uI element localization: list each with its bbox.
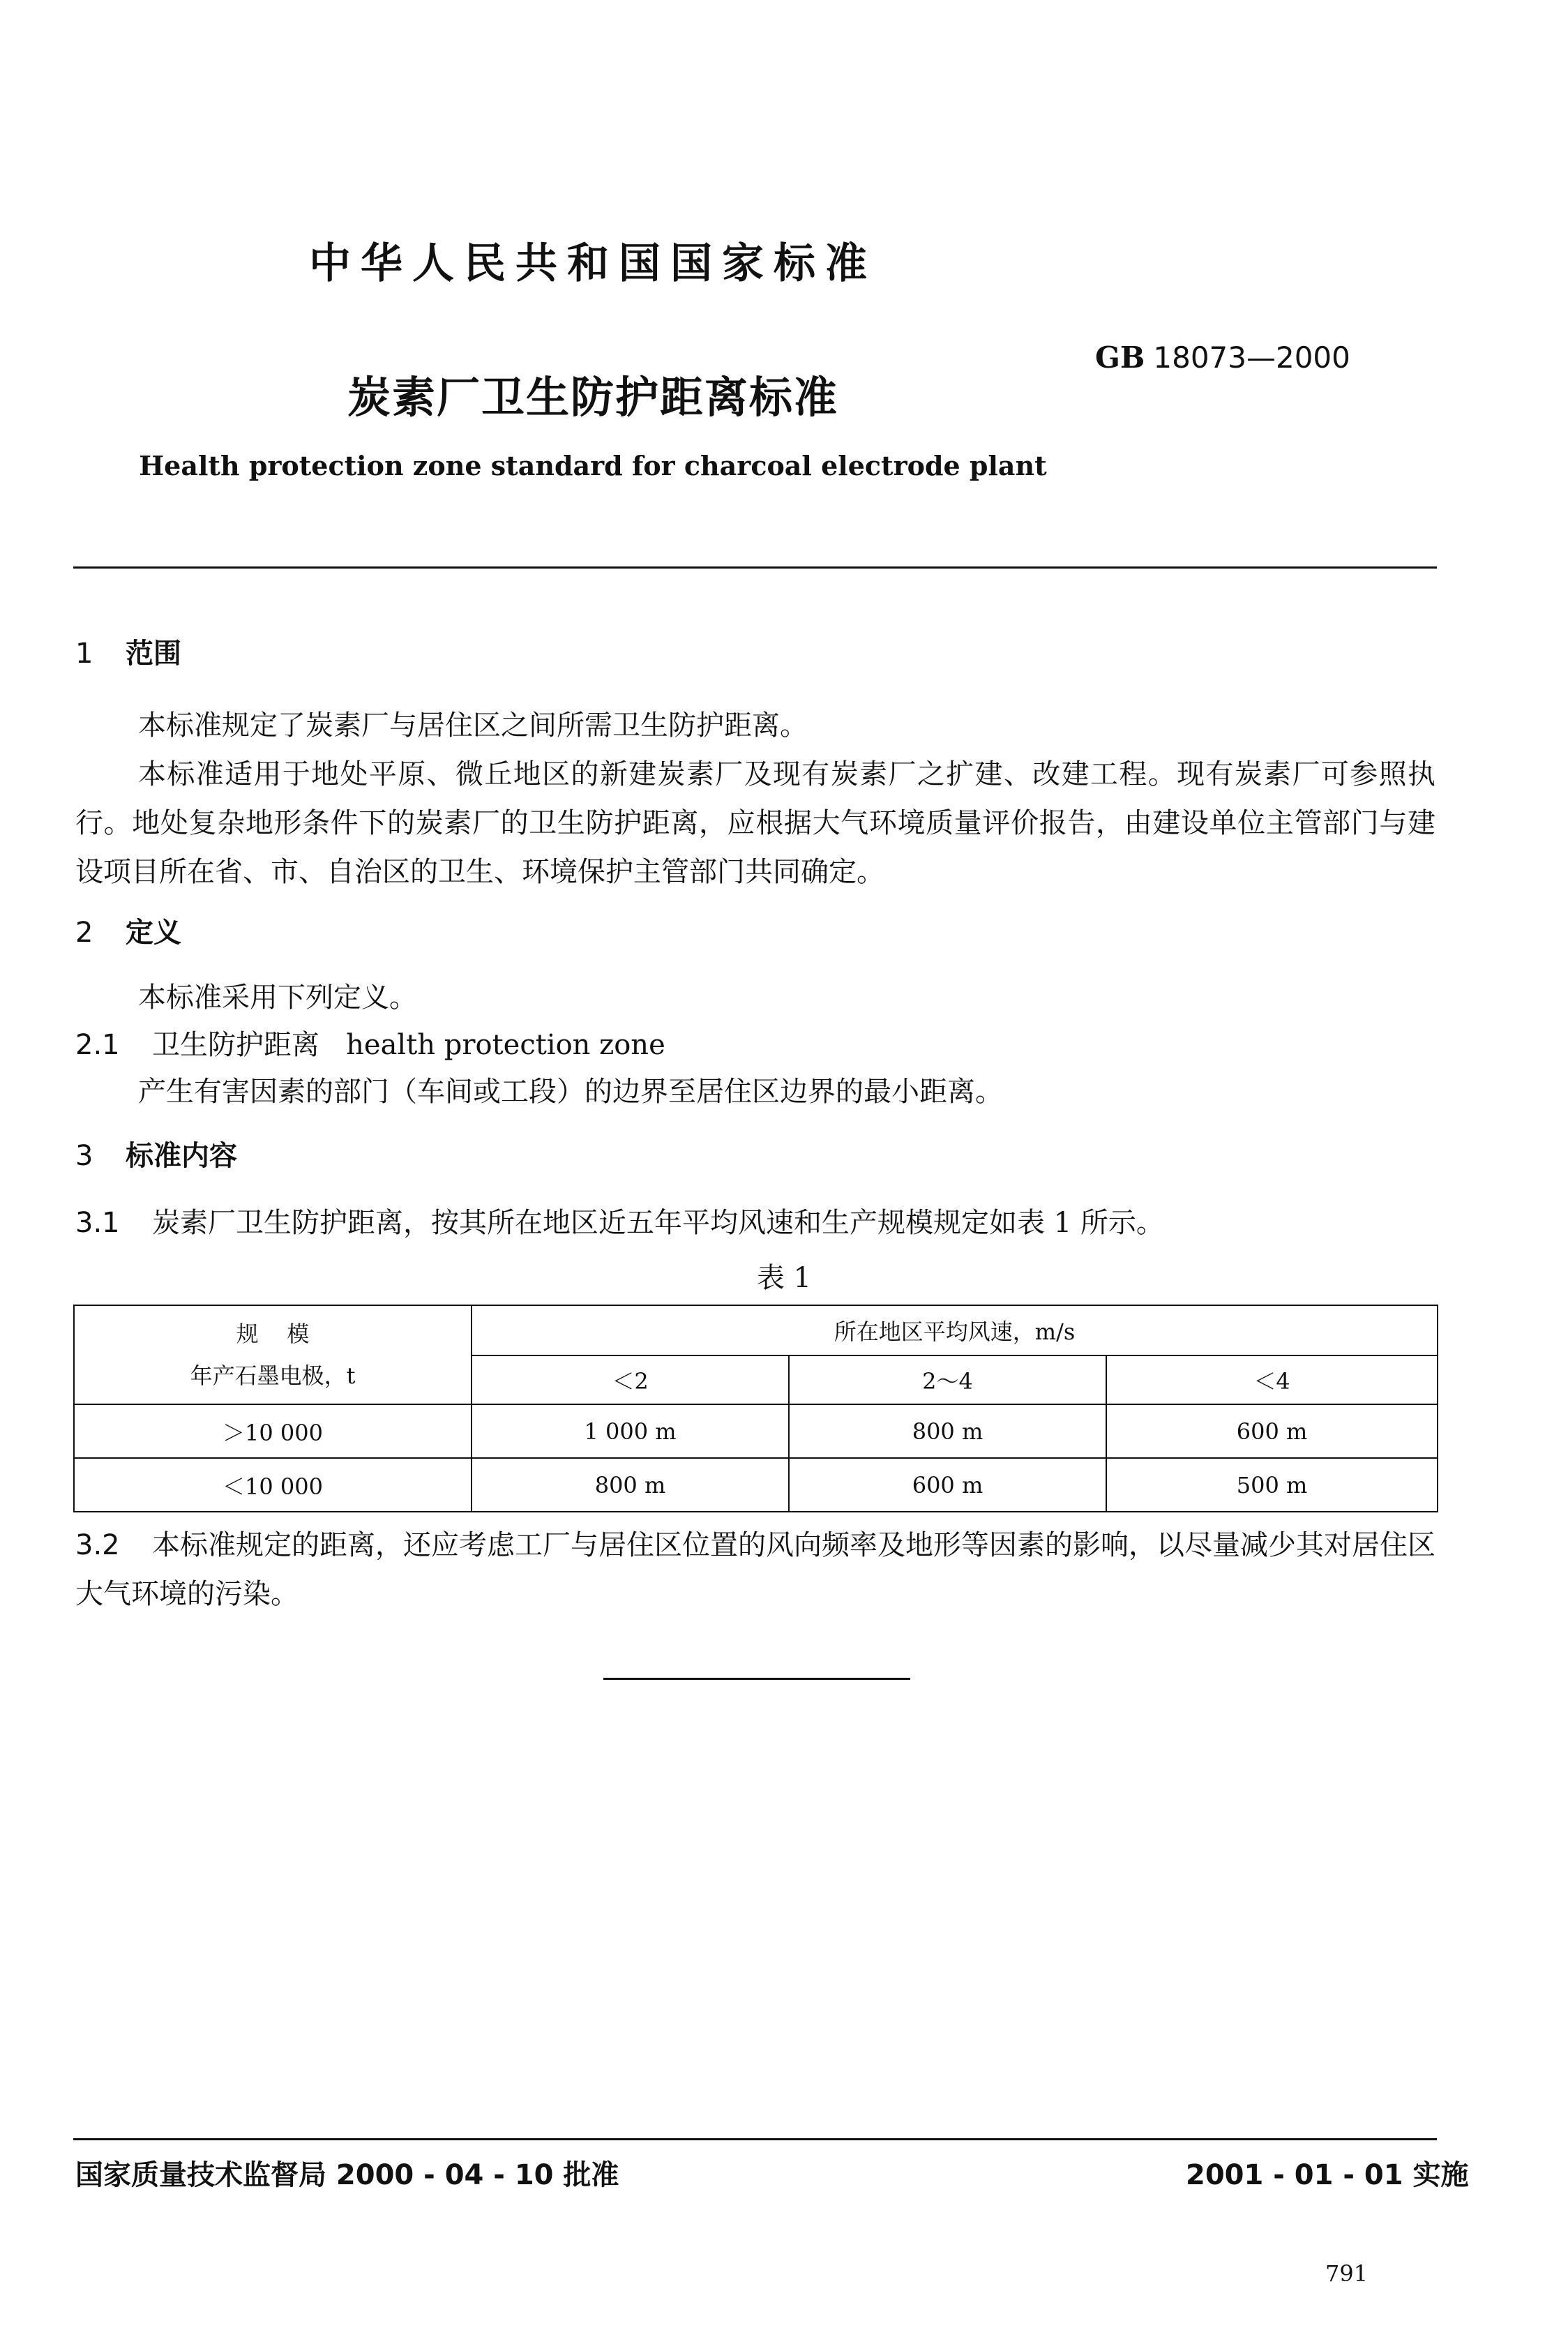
document-title-cn: 炭素厂卫生防护距离标准: [347, 372, 838, 423]
national-standard-heading: 中华人民共和国国家标准: [309, 239, 877, 288]
section-2-title: 定义: [126, 917, 181, 949]
section-1-number: 1: [75, 638, 93, 670]
section-2-heading: [75, 910, 181, 950]
wind-speed-header-cell: 所在地区平均风速，m/s: [472, 1305, 1438, 1355]
section-1-heading: [75, 631, 181, 671]
scale-header-line-2: 年产石墨电极，t: [190, 1362, 356, 1389]
scale-header-line-1: 规 模: [236, 1321, 310, 1347]
clause-3-2-text: 本标准规定的距离，还应考虑工厂与居住区位置的风向频率及地形等因素的影响，以尽量减少其对居住区大气环境的污染。: [75, 1529, 1435, 1610]
row-1-value-1: 1 000 m: [472, 1404, 789, 1458]
row-2-scale: ＜10 000: [74, 1458, 472, 1512]
section-2-intro-text: 本标准采用下列定义。: [138, 982, 417, 1014]
clause-3-1-number: 3.1: [75, 1207, 120, 1239]
wind-col-3: ＜4: [1106, 1355, 1438, 1404]
table-1-caption: 表 1: [756, 1262, 812, 1294]
end-of-text-rule: [603, 1678, 910, 1680]
effective-date: 2001 - 01 - 01 实施: [1186, 2159, 1469, 2191]
section-2-intro: [75, 973, 1435, 1022]
row-1-scale: ＞10 000: [74, 1404, 472, 1458]
section-1-title: 范围: [126, 638, 181, 670]
clause-3-1: [75, 1199, 1435, 1247]
page-number: 791: [1325, 2260, 1369, 2287]
wind-col-2: 2～4: [789, 1355, 1106, 1404]
table-row: [74, 1458, 1438, 1512]
table-row: [74, 1404, 1438, 1458]
scale-header-cell: [74, 1305, 472, 1404]
row-2-value-2: 600 m: [789, 1458, 1106, 1512]
approval-statement: 国家质量技术监督局 2000 - 04 - 10 批准: [75, 2159, 619, 2191]
table-1: [73, 1305, 1438, 1512]
section-1-paragraph-1: 本标准规定了炭素厂与居住区之间所需卫生防护距离。: [138, 709, 808, 742]
clause-2-1: [75, 1021, 1435, 1069]
section-3-title: 标准内容: [126, 1140, 237, 1172]
clause-3-1-text: 炭素厂卫生防护距离，按其所在地区近五年平均风速和生产规模规定如表 1 所示。: [152, 1207, 1164, 1239]
section-3-number: 3: [75, 1140, 93, 1172]
row-2-value-1: 800 m: [472, 1458, 789, 1512]
section-3-heading: [75, 1134, 237, 1173]
section-1-body: [75, 701, 1435, 896]
clause-2-1-definition: 产生有害因素的部门（车间或工段）的边界至居住区边界的最小距离。: [138, 1076, 1003, 1108]
document-title-en: Health protection zone standard for charcoal electrode plant: [139, 450, 1047, 481]
row-1-value-3: 600 m: [1106, 1404, 1438, 1458]
row-2-value-3: 500 m: [1106, 1458, 1438, 1512]
clause-2-1-number: 2.1: [75, 1029, 120, 1061]
section-2-number: 2: [75, 917, 93, 949]
row-1-value-2: 800 m: [789, 1404, 1106, 1458]
clause-2-1-body: [75, 1067, 1435, 1116]
standard-code-prefix: GB: [1095, 340, 1145, 375]
clause-3-2-number: 3.2: [75, 1529, 120, 1561]
standard-code-number: 18073—2000: [1153, 340, 1350, 375]
clause-2-1-term: 卫生防护距离 health protection zone: [152, 1029, 665, 1061]
footer-divider: [73, 2138, 1437, 2140]
wind-col-1: ＜2: [472, 1355, 789, 1404]
table-header-row: [74, 1305, 1438, 1355]
clause-3-2: [75, 1521, 1435, 1618]
section-1-paragraph-2: 本标准适用于地处平原、微丘地区的新建炭素厂及现有炭素厂之扩建、改建工程。现有炭素厂可参照执行。地处复杂地形条件下的炭素厂的卫生防护距离，应根据大气环境质量评价报告，由建设单位主管部门与建设项目所在省、市、自治区的卫生、环境保护主管部门共同确定。: [75, 758, 1435, 888]
header-divider: [73, 566, 1437, 569]
